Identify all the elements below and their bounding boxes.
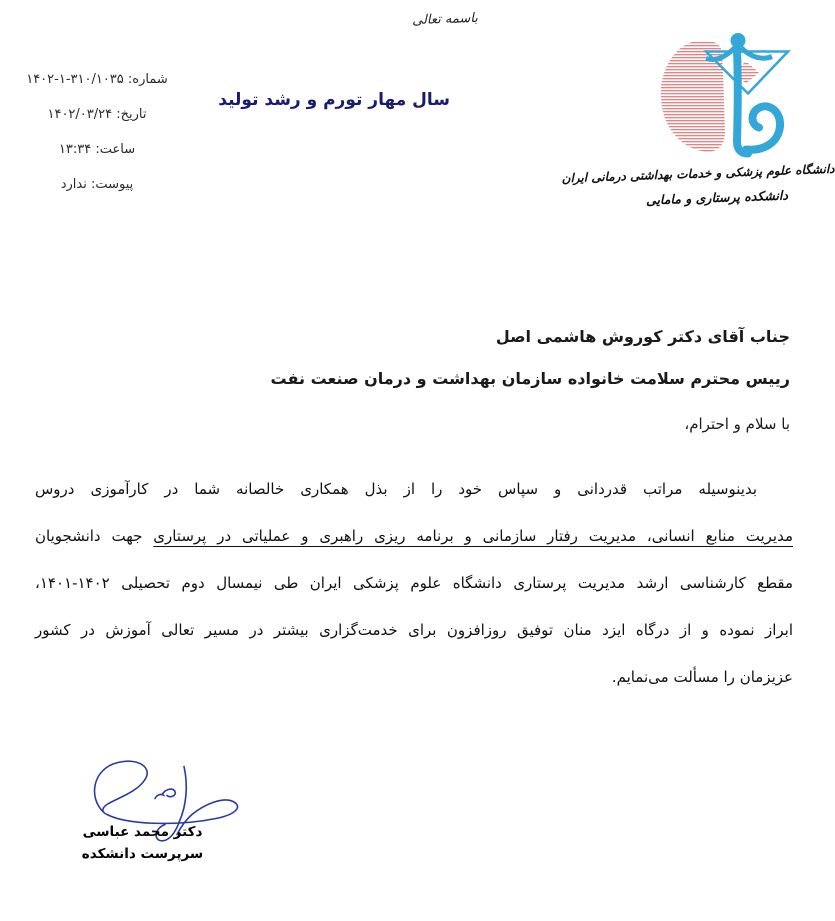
body-line-2 bbox=[35, 513, 793, 560]
university-logo bbox=[650, 28, 800, 166]
signer-title: سرپرست دانشکده bbox=[81, 846, 204, 862]
signer-name: دکتر محمد عباسی bbox=[82, 824, 203, 840]
signer-block bbox=[40, 821, 245, 865]
year-slogan: سال مهار تورم و رشد تولید bbox=[218, 90, 450, 110]
body-line-2-rest: جهت دانشجویان bbox=[35, 527, 154, 545]
salutation: با سلام و احترام، bbox=[684, 415, 790, 433]
body-line-5: عزیزمان را مسألت می‌نمایم. bbox=[611, 668, 793, 686]
meta-attachment-label: پیوست: bbox=[90, 177, 134, 192]
underlined-course-names: مدیریت منابع انسانی، مدیریت رفتار سازمانی و برنامه ریزی راهبری و عملیاتی در پرستاری bbox=[153, 527, 793, 545]
body-line-3: مقطع کارشناسی ارشد مدیریت پرستاری دانشگاه علوم پزشکی ایران طی نیمسال دوم تحصیلی ۱۴۰۲-۱۴۰۱، bbox=[35, 574, 793, 592]
org-university-name: دانشگاه علوم پزشکی و خدمات بهداشتی درمانی ایران bbox=[561, 161, 835, 186]
recipient-title: رییس محترم سلامت خانواده سازمان بهداشت و درمان صنعت نفت bbox=[270, 369, 790, 388]
org-faculty-name: دانشکده پرستاری و مامایی bbox=[645, 187, 789, 208]
letter-meta-block bbox=[6, 62, 188, 202]
meta-date-row bbox=[6, 97, 188, 132]
meta-time-label: ساعت: bbox=[95, 142, 136, 157]
body-line-1: بدینوسیله مراتب قدردانی و سپاس خود را از بذل همکاری خالصانه شما در کارآموزی دروس bbox=[35, 480, 757, 498]
besmele-calligraphy: باسمه تعالی bbox=[411, 10, 479, 29]
recipient-name: جناب آقای دکتر کوروش هاشمی اصل bbox=[495, 327, 790, 346]
meta-time-value: ۱۳:۳۴ bbox=[58, 142, 92, 157]
body-line-4: ابراز نموده و از درگاه ایزد منان توفیق روزافزون برای خدمت‌گزاری بیشتر در مسیر تعالی آموزش در کشور bbox=[35, 621, 793, 639]
meta-attachment-value: ندارد bbox=[60, 177, 87, 192]
meta-number-label: شماره: bbox=[127, 72, 168, 87]
meta-date-value: ۱۴۰۲/۰۳/۲۴ bbox=[47, 107, 113, 122]
meta-time-row bbox=[6, 132, 188, 167]
meta-date-label: تاریخ: bbox=[116, 107, 147, 122]
meta-number-value: ۱۴۰۲-۱-۳۱۰/۱۰۳۵ bbox=[26, 72, 124, 87]
meta-attachment-row bbox=[6, 167, 188, 202]
university-logo-icon bbox=[650, 28, 800, 166]
meta-number-row bbox=[6, 62, 188, 97]
org-name-block bbox=[561, 156, 835, 214]
letter-body bbox=[35, 466, 793, 701]
